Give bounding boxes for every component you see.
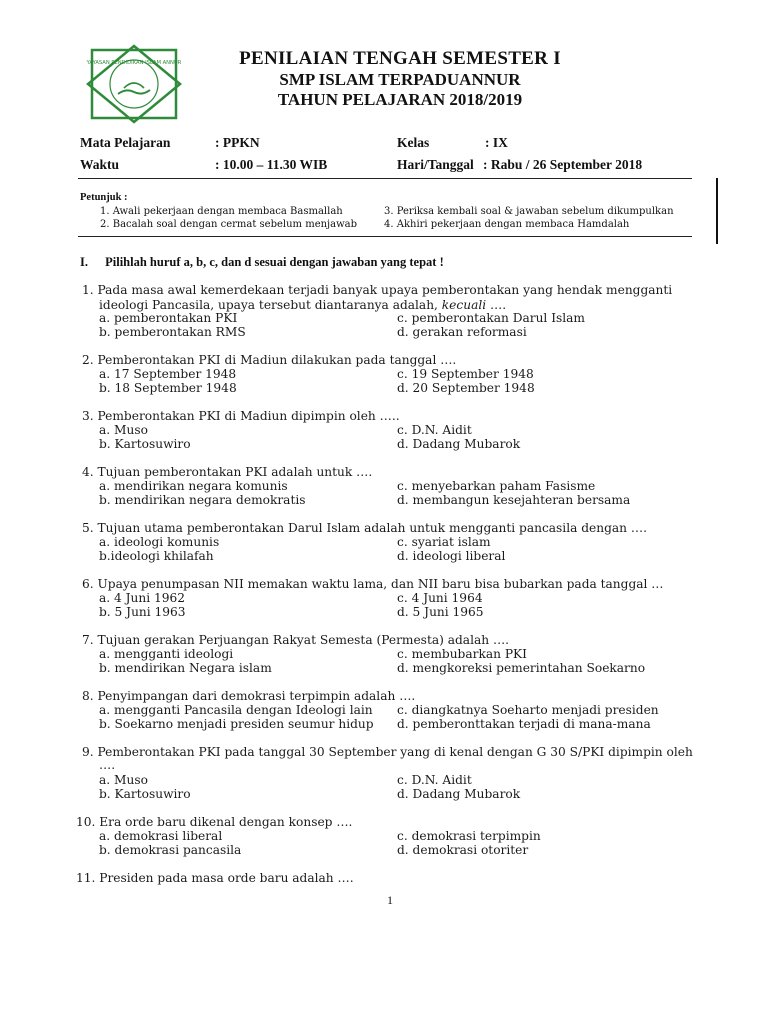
question-5: [82, 521, 647, 535]
instructions-title: Petunjuk :: [80, 192, 128, 203]
subject-value: : PPKN: [215, 135, 260, 150]
section-number: I.: [80, 255, 88, 269]
question-3: [82, 409, 400, 423]
option-d: d. membangun kesejahteran bersama: [397, 493, 631, 507]
option-d: d. Dadang Mubarok: [397, 437, 521, 451]
instruction-1: 1. Awali pekerjaan dengan membaca Basmallah: [100, 206, 343, 217]
option-a: a. 4 Juni 1962: [99, 591, 186, 605]
question-7: [82, 633, 509, 647]
question-text: ideologi Pancasila, upaya tersebut diantaranya adalah,: [99, 298, 438, 312]
option-a: a. Muso: [99, 423, 148, 437]
question-number: 2.: [82, 353, 94, 367]
option-b: b. 5 Juni 1963: [99, 605, 186, 619]
option-a: a. mendirikan negara komunis: [99, 479, 288, 493]
option-b: b. pemberontakan RMS: [99, 325, 246, 339]
option-c: c. 4 Juni 1964: [397, 591, 483, 605]
option-d: d. gerakan reformasi: [397, 325, 527, 339]
option-c: c. pemberontakan Darul Islam: [397, 311, 585, 325]
option-b: b. 18 September 1948: [99, 381, 237, 395]
question-number: 9.: [82, 745, 94, 759]
academic-year: TAHUN PELAJARAN 2018/2019: [277, 90, 523, 109]
option-b: b. mendirikan Negara islam: [99, 661, 272, 675]
question-2: [82, 353, 456, 367]
class-value: : IX: [485, 135, 508, 150]
question-number: 6.: [82, 577, 94, 591]
time-value: : 10.00 – 11.30 WIB: [215, 157, 328, 172]
question-number: 3.: [82, 409, 94, 423]
question-number: 4.: [82, 465, 94, 479]
logo-text: YAYASAN PENDIDIKAN ISLAM ANNUR: [86, 60, 182, 66]
day-label: Hari/Tanggal: [397, 157, 474, 172]
option-d: d. ideologi liberal: [397, 549, 506, 563]
question-number: 7.: [82, 633, 94, 647]
option-a: a. mengganti ideologi: [99, 647, 234, 661]
question-10: [76, 815, 352, 829]
option-c: c. diangkatnya Soeharto menjadi presiden: [397, 703, 659, 717]
option-c: c. demokrasi terpimpin: [397, 829, 541, 843]
question-text: Penyimpangan dari demokrasi terpimpin adalah ….: [97, 689, 416, 703]
question-number: 5.: [82, 521, 94, 535]
option-d: d. pemberonttakan terjadi di mana-mana: [397, 717, 651, 731]
class-label: Kelas: [397, 135, 430, 150]
subject-label: Mata Pelajaran: [80, 135, 171, 150]
question-1: [82, 283, 672, 297]
question-text: Tujuan gerakan Perjuangan Rakyat Semesta (Permesta) adalah ….: [97, 633, 510, 647]
question-text: Tujuan pemberontakan PKI adalah untuk ….: [97, 465, 373, 479]
option-b: b. Soekarno menjadi presiden seumur hidup: [99, 717, 374, 731]
option-c: c. membubarkan PKI: [397, 647, 527, 661]
option-d: d. 5 Juni 1965: [397, 605, 484, 619]
option-d: d. demokrasi otoriter: [397, 843, 529, 857]
page-number: 1: [387, 893, 393, 907]
instruction-4: 4. Akhiri pekerjaan dengan membaca Hamdalah: [384, 219, 630, 230]
question-number: 8.: [82, 689, 94, 703]
option-b: b. demokrasi pancasila: [99, 843, 242, 857]
option-a: a. Muso: [99, 773, 148, 787]
question-text: Pada masa awal kemerdekaan terjadi banyak upaya pemberontakan yang hendak mengganti: [97, 283, 673, 297]
question-text: Presiden pada masa orde baru adalah ….: [99, 871, 354, 885]
question-6: [82, 577, 663, 591]
question-9: [82, 745, 693, 759]
margin-bar: [716, 178, 718, 244]
question-number: 1.: [82, 283, 94, 297]
school-logo: [84, 44, 184, 124]
question-text: Pemberontakan PKI di Madiun dilakukan pada tanggal ….: [97, 353, 457, 367]
question-4: [82, 465, 372, 479]
option-d: d. 20 September 1948: [397, 381, 535, 395]
question-9-cont: ….: [99, 758, 116, 772]
day-value: : Rabu / 26 September 2018: [483, 157, 643, 172]
question-emphasis: kecuali: [441, 298, 487, 312]
divider-top: [78, 178, 692, 179]
question-text: Upaya penumpasan NII memakan waktu lama, dan NII baru bisa bubarkan pada tanggal …: [97, 577, 664, 591]
question-8: [82, 689, 415, 703]
option-a: a. mengganti Pancasila dengan Ideologi lain: [99, 703, 373, 717]
option-a: a. demokrasi liberal: [99, 829, 223, 843]
school-name: SMP ISLAM TERPADUANNUR: [279, 70, 521, 89]
question-text: Era orde baru dikenal dengan konsep ….: [99, 815, 353, 829]
question-1-cont: [99, 298, 506, 312]
option-c: c. menyebarkan paham Fasisme: [397, 479, 596, 493]
question-number: 11.: [76, 871, 96, 885]
option-a: a. 17 September 1948: [99, 367, 237, 381]
option-d: d. Dadang Mubarok: [397, 787, 521, 801]
question-11: [76, 871, 354, 885]
option-d: d. mengkoreksi pemerintahan Soekarno: [397, 661, 646, 675]
question-text: Pemberontakan PKI pada tanggal 30 September yang di kenal dengan G 30 S/PKI dipimpin oleh: [97, 745, 693, 759]
option-b: b. mendirikan negara demokratis: [99, 493, 306, 507]
time-label: Waktu: [80, 157, 120, 172]
question-text: Pemberontakan PKI di Madiun dipimpin oleh …..: [97, 409, 400, 423]
option-a: a. pemberontakan PKI: [99, 311, 238, 325]
instruction-2: 2. Bacalah soal dengan cermat sebelum menjawab: [100, 219, 358, 230]
option-c: c. D.N. Aidit: [397, 773, 472, 787]
question-text: ….: [486, 298, 507, 312]
option-a: a. ideologi komunis: [99, 535, 220, 549]
section-title: Pilihlah huruf a, b, c, dan d sesuai dengan jawaban yang tepat !: [105, 255, 444, 269]
section-heading: [80, 255, 444, 270]
option-b: b. Kartosuwiro: [99, 787, 191, 801]
option-c: c. syariat islam: [397, 535, 491, 549]
instruction-3: 3. Periksa kembali soal & jawaban sebelum dikumpulkan: [384, 206, 674, 217]
option-c: c. D.N. Aidit: [397, 423, 472, 437]
question-number: 10.: [76, 815, 96, 829]
option-c: c. 19 September 1948: [397, 367, 534, 381]
option-b: b.ideologi khilafah: [99, 549, 214, 563]
divider-bottom: [78, 236, 692, 237]
question-text: Tujuan utama pemberontakan Darul Islam adalah untuk mengganti pancasila dengan ….: [97, 521, 647, 535]
option-b: b. Kartosuwiro: [99, 437, 191, 451]
exam-title: PENILAIAN TENGAH SEMESTER I: [239, 48, 561, 69]
